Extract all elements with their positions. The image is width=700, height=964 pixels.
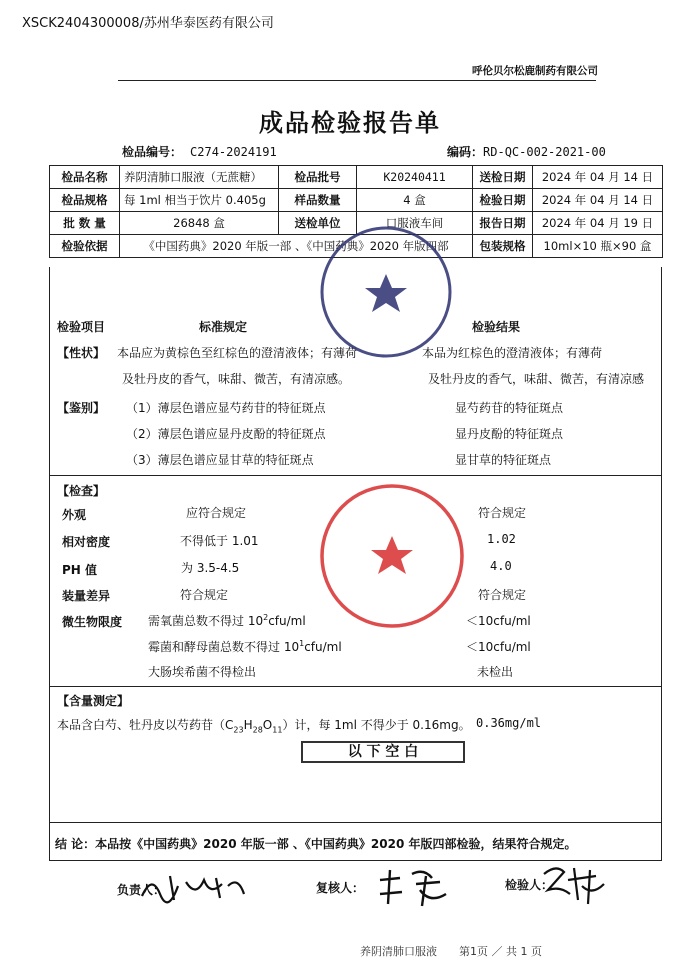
check-result: 符合规定 <box>478 506 527 520</box>
character-standard-2: 及牡丹皮的香气，味甜、微苦，有清凉感。 <box>122 372 351 386</box>
check-name: PH 值 <box>62 563 98 577</box>
assay-sub: 28 <box>252 725 263 735</box>
frame-right <box>661 267 662 861</box>
table-cell: 样品数量 <box>279 189 357 212</box>
assay-sub: 11 <box>272 725 283 735</box>
micro-label: 微生物限度 <box>62 615 123 629</box>
check-name: 装量差异 <box>62 589 111 603</box>
micro-result: 未检出 <box>477 665 514 679</box>
red-company-seal <box>312 480 474 635</box>
company-name: 呼伦贝尔松鹿制药有限公司 <box>472 65 598 77</box>
check-result: 1.02 <box>487 532 516 546</box>
blank-stamp <box>301 741 465 763</box>
table-cell: 2024 年 04 月 19 日 <box>533 212 663 235</box>
table-cell: 包装规格 <box>473 235 533 258</box>
inspector-signature <box>540 860 610 908</box>
check-name: 外观 <box>62 508 87 522</box>
character-result-2: 及牡丹皮的香气，味甜、微苦，有清凉感 <box>428 372 645 386</box>
table-cell: 批 数 量 <box>50 212 120 235</box>
micro-result: ＜10cfu/ml <box>466 614 531 628</box>
check-standard: 应符合规定 <box>186 506 247 520</box>
table-cell: 4 盒 <box>357 189 473 212</box>
table-cell: K20240411 <box>357 166 473 189</box>
micro-standard <box>148 638 342 655</box>
check-standard: 为 3.5-4.5 <box>181 561 240 575</box>
col-standard: 标准规定 <box>199 320 248 334</box>
ident-result: 显丹皮酚的特征斑点 <box>455 427 564 441</box>
table-cell: 10ml×10 瓶×90 盒 <box>533 235 663 258</box>
assay-text: H <box>243 718 253 732</box>
assay-text: ）计，每 1ml 不得少于 0.16mg。 <box>282 718 471 732</box>
assay-result: 0.36mg/ml <box>476 716 542 730</box>
micro-sup: 2 <box>263 613 269 622</box>
micro-standard <box>148 612 306 629</box>
ident-standard: （3）薄层色谱应显甘草的特征斑点 <box>126 453 314 467</box>
micro-unit: cfu/ml <box>304 640 342 654</box>
assay-text: O <box>262 718 273 732</box>
assay-sub: 23 <box>233 725 244 735</box>
col-result: 检验结果 <box>472 320 521 334</box>
micro-unit: cfu/ml <box>268 614 306 628</box>
ident-result: 显甘草的特征斑点 <box>455 453 552 467</box>
check-result: 4.0 <box>490 559 512 573</box>
table-cell: 养阴清肺口服液（无蔗糖） <box>120 166 279 189</box>
header-rule <box>118 80 596 81</box>
responsible-label: 负责人： <box>117 883 166 897</box>
ident-result: 显芍药苷的特征斑点 <box>455 401 564 415</box>
character-result-1: 本品为红棕色的澄清液体；有薄荷 <box>422 346 603 360</box>
assay-standard <box>57 716 471 734</box>
check-standard: 符合规定 <box>180 588 229 602</box>
section-character: 【性状】 <box>57 346 106 360</box>
table-row <box>50 189 663 212</box>
page-footer: 养阴清肺口服液 第1页 ／ 共 1 页 <box>360 945 542 958</box>
assay-text: 本品含白芍、牡丹皮以芍药苷（C <box>57 718 234 732</box>
conclusion: 结 论：本品按《中国药典》2020 年版一部 、《中国药典》2020 年版四部检验，结果符合规定。 <box>55 837 577 851</box>
inspection-no-label: 检品编号： <box>122 145 183 159</box>
table-cell: 送检单位 <box>279 212 357 235</box>
frame-left <box>49 267 50 861</box>
table-cell: 《中国药典》2020 年版一部 、《中国药典》2020 年版四部 <box>120 235 473 258</box>
table-cell: 口服液车间 <box>357 212 473 235</box>
section-identification: 【鉴别】 <box>57 401 106 415</box>
table-cell: 26848 盒 <box>120 212 279 235</box>
micro-text: 霉菌和酵母菌总数不得过 10 <box>148 640 300 654</box>
table-cell: 检品批号 <box>279 166 357 189</box>
col-item: 检验项目 <box>57 320 106 334</box>
micro-result: ＜10cfu/ml <box>466 640 531 654</box>
character-standard-1: 本品应为黄棕色至红棕色的澄清液体；有薄荷 <box>117 346 358 360</box>
blue-company-seal <box>312 222 462 367</box>
header-note: XSCK2404300008/苏州华泰医药有限公司 <box>22 16 274 31</box>
table-cell: 检验依据 <box>50 235 120 258</box>
ident-standard: （1）薄层色谱应显芍药苷的特征斑点 <box>126 401 326 415</box>
conclusion-rule <box>49 822 662 823</box>
table-cell: 每 1ml 相当于饮片 0.405g <box>120 189 279 212</box>
table-cell: 送检日期 <box>473 166 533 189</box>
inspection-no-value: C274-2024191 <box>190 145 277 159</box>
check-result: 符合规定 <box>478 588 527 602</box>
table-cell: 检品名称 <box>50 166 120 189</box>
check-name: 相对密度 <box>62 535 111 549</box>
report-title: 成品检验报告单 <box>259 109 441 137</box>
table-row <box>50 166 663 189</box>
table-cell: 报告日期 <box>473 212 533 235</box>
check-standard: 不得低于 1.01 <box>180 534 259 548</box>
ident-standard: （2）薄层色谱应显丹皮酚的特征斑点 <box>126 427 326 441</box>
inspector-label: 检验人： <box>505 878 554 892</box>
inspection-no <box>122 143 277 160</box>
section-checks: 【检查】 <box>57 484 106 498</box>
table-cell: 2024 年 04 月 14 日 <box>533 166 663 189</box>
table-cell: 2024 年 04 月 14 日 <box>533 189 663 212</box>
section-rule <box>49 475 662 476</box>
micro-text: 需氧菌总数不得过 10 <box>148 614 264 628</box>
micro-sup: 1 <box>299 639 305 648</box>
micro-standard: 大肠埃希菌不得检出 <box>148 665 257 679</box>
doc-no <box>447 143 606 160</box>
table-cell: 检品规格 <box>50 189 120 212</box>
table-cell: 检验日期 <box>473 189 533 212</box>
responsible-signature <box>138 868 248 906</box>
reviewer-signature <box>376 864 456 910</box>
doc-no-value: RD-QC-002-2021-00 <box>483 145 606 159</box>
section-assay: 【含量测定】 <box>57 694 130 708</box>
doc-no-label: 编码： <box>447 145 484 159</box>
section-rule <box>49 686 662 687</box>
reviewer-label: 复核人： <box>316 881 365 895</box>
blank-stamp-text: 以 下 空 白 <box>347 744 419 760</box>
